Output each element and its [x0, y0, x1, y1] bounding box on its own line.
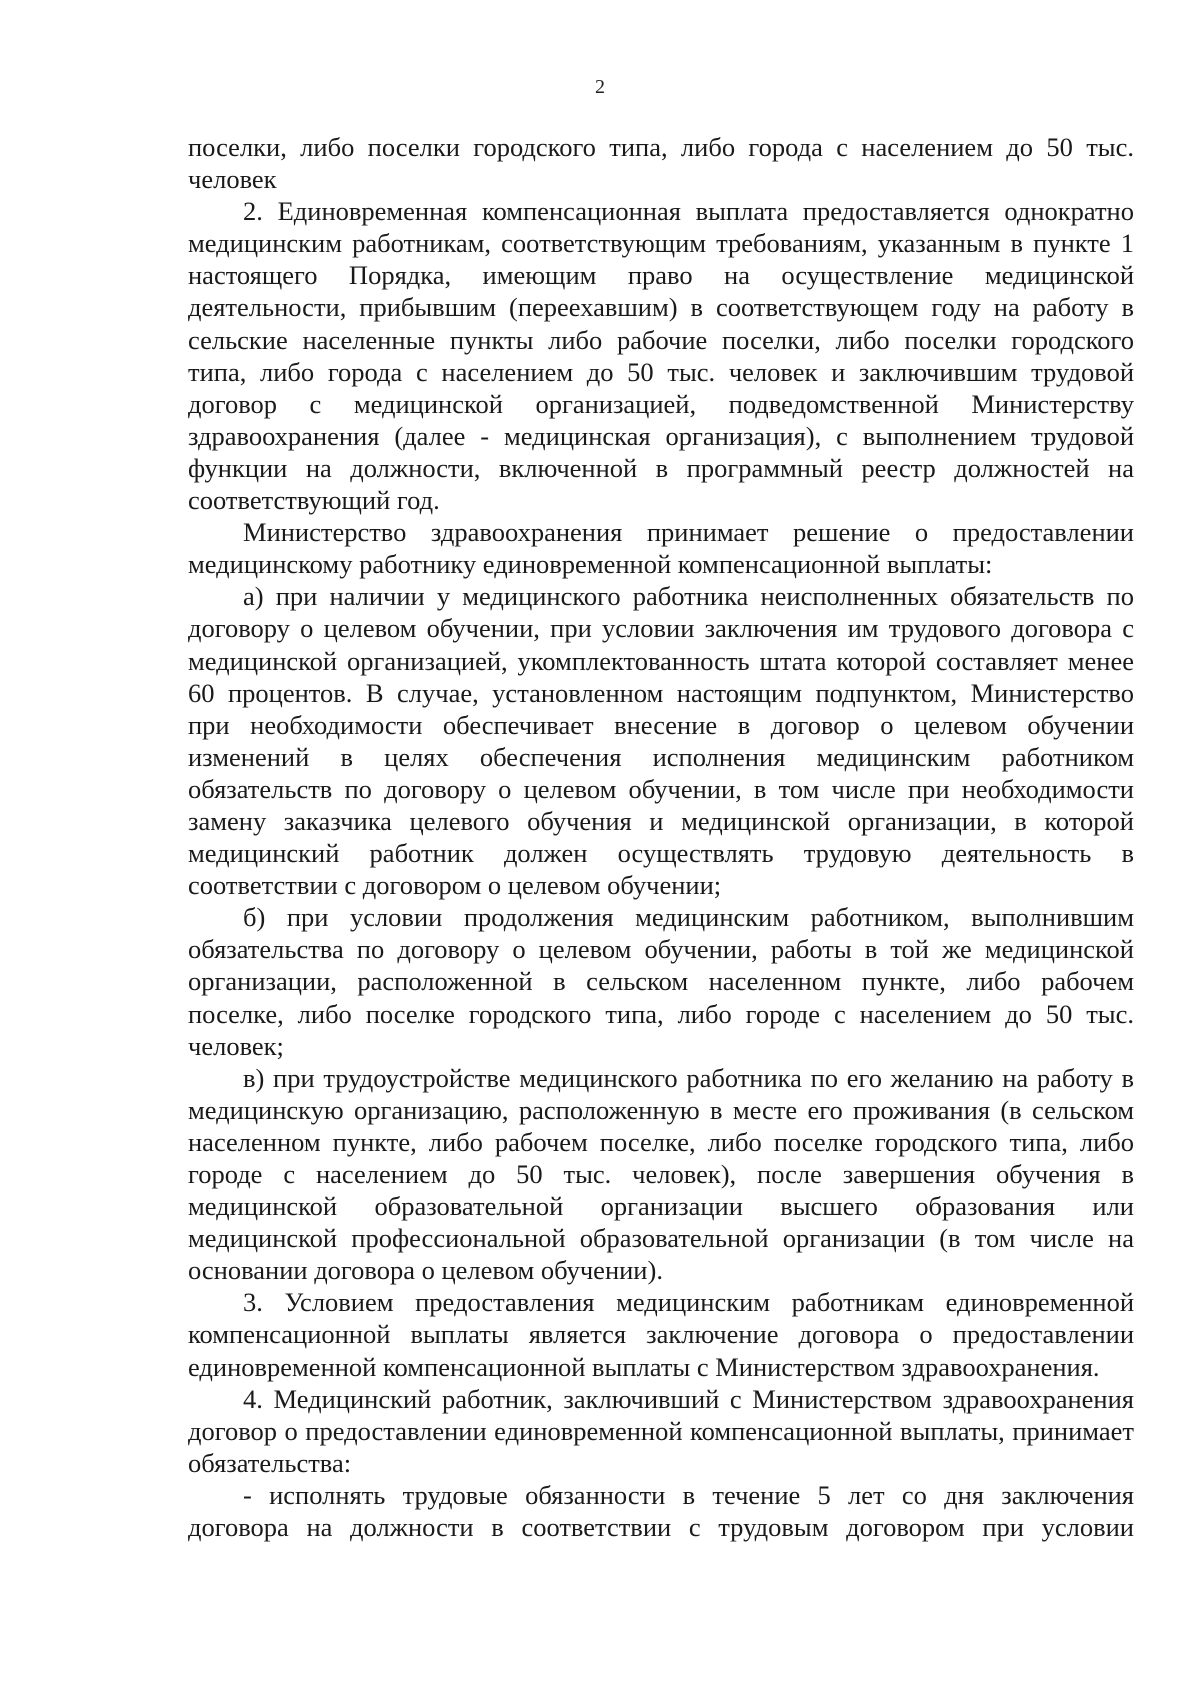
paragraph-item-2: 2. Единовременная компенсационная выплата предоставляется однократно медицинским работникам, соответствующим требованиям, указанным в пункте 1 настоящего Порядка, имеющим право на осуществление медицинской деятельности, прибывшим (переехавшим) в соответствующем году на работу в сельские населенные пункты либо рабочие поселки, либо поселки городского типа, либо города с населением до 50 тыс. человек и заключившим трудовой договор с медицинской организацией, подведомственной Министерству здравоохранения (далее - медицинская организация), с выполнением трудовой функции на должности, включенной в программный реестр должностей на соответствующий год.: [188, 196, 1134, 516]
paragraph-item-4: 4. Медицинский работник, заключивший с Министерством здравоохранения договор о предоставлении единовременной компенсационной выплаты, принимает обязательства:: [188, 1383, 1134, 1478]
document-body: [188, 131, 1134, 1543]
paragraph-continuation: поселки, либо поселки городского типа, либо города с населением до 50 тыс. человек: [188, 132, 1134, 195]
paragraph-item-3: 3. Условием предоставления медицинским работникам единовременной компенсационной выплаты является заключение договора о предоставлении единовременной компенсационной выплаты с Министерством здравоохранения.: [188, 1287, 1134, 1382]
page-number: 2: [595, 76, 605, 98]
paragraph-subitem-v: в) при трудоустройстве медицинского работника по его желанию на работу в медицинскую организацию, расположенную в месте его проживания (в сельском населенном пункте, либо рабочем поселке, либо поселке городского типа, либо городе с населением до 50 тыс. человек), после завершения обучения в медицинской образовательной организации высшего образования или медицинской профессиональной образовательной организации (в том числе на основании договора о целевом обучении).: [188, 1062, 1134, 1286]
paragraph-subitem-b: б) при условии продолжения медицинским работником, выполнившим обязательства по договору о целевом обучении, работы в той же медицинской организации, расположенной в сельском населенном пункте, либо рабочем поселке, либо поселке городского типа, либо городе с населением до 50 тыс. человек;: [188, 902, 1134, 1061]
paragraph-ministry-decision: Министерство здравоохранения принимает решение о предоставлении медицинскому работнику единовременной компенсационной выплаты:: [188, 517, 1134, 580]
paragraph-obligation: - исполнять трудовые обязанности в течение 5 лет со дня заключения договора на должности в соответствии с трудовым договором при условии: [188, 1479, 1134, 1543]
paragraph-subitem-a: а) при наличии у медицинского работника неисполненных обязательств по договору о целевом обучении, при условии заключения им трудового договора с медицинской организацией, укомплектованность штата которой составляет менее 60 процентов. В случае, установленном настоящим подпунктом, Министерство при необходимости обеспечивает внесение в договор о целевом обучении изменений в целях обеспечения исполнения медицинским работником обязательств по договору о целевом обучении, в том числе при необходимости замену заказчика целевого обучения и медицинской организации, в которой медицинский работник должен осуществлять трудовую деятельность в соответствии с договором о целевом обучении;: [188, 581, 1134, 901]
